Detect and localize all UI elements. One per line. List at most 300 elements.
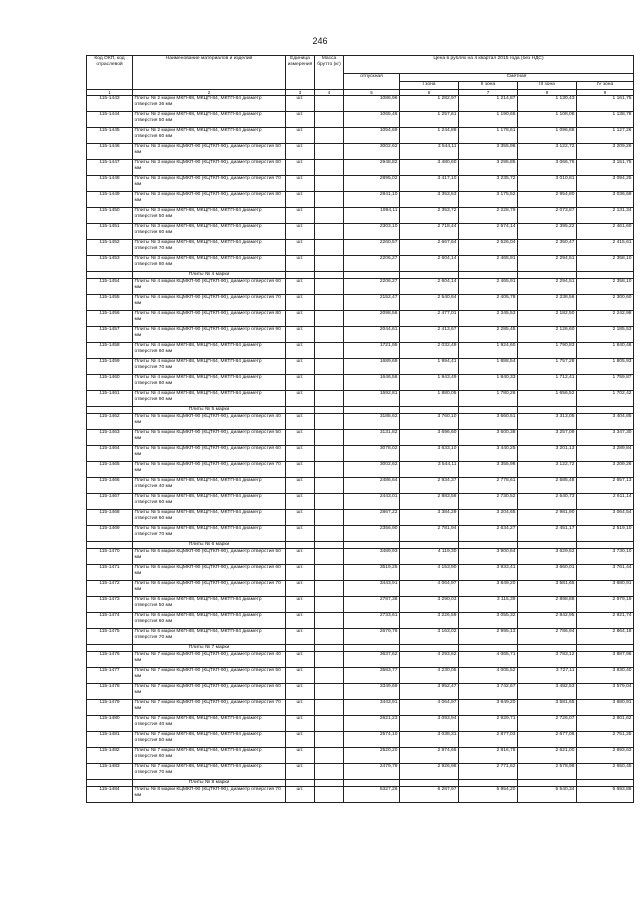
zone-1-price-cell: 3 290,03 bbox=[400, 597, 459, 613]
release-price-cell: 3443,91 bbox=[344, 581, 400, 597]
zone-4-price-cell: 3 887,96 bbox=[577, 652, 634, 668]
zone-4-price-cell: 2 921,74 bbox=[577, 613, 634, 629]
zone-2-price-cell: 3 355,98 bbox=[459, 462, 518, 478]
zone-4-price-cell: 3 680,91 bbox=[577, 581, 634, 597]
mass-cell bbox=[315, 446, 344, 462]
zone-1-price-cell: 3 093,94 bbox=[400, 716, 459, 732]
section-code-cell bbox=[87, 780, 133, 787]
code-cell: 115-1460 bbox=[87, 375, 133, 391]
table-row bbox=[87, 128, 634, 144]
name-cell: Плиты № 3 марки МКП-88, МКЦП-84, МКТП-84 диаметр отверстия 80 мм bbox=[133, 256, 286, 272]
zone-4-price-cell: 1 840,46 bbox=[577, 343, 634, 359]
zone-1-price-cell: 2 926,98 bbox=[400, 764, 459, 780]
zone-4-price-cell: 3 730,10 bbox=[577, 549, 634, 565]
zone-2-price-cell: 2 771,62 bbox=[459, 764, 518, 780]
mass-cell bbox=[315, 256, 344, 272]
zone-3-price-cell: 3 122,72 bbox=[518, 144, 577, 160]
zone-3-price-cell: 2 578,98 bbox=[518, 764, 577, 780]
table-row bbox=[87, 311, 634, 327]
mass-cell bbox=[315, 700, 344, 716]
name-cell: Плиты № 6 марки МКП-88, МКЦП-84, МКТП-84 диаметр отверстия 70 мм bbox=[133, 629, 286, 645]
section-empty-cell bbox=[344, 645, 400, 652]
zone-3-price-cell: 3 201,13 bbox=[518, 446, 577, 462]
zone-2-price-cell: 3 355,98 bbox=[459, 144, 518, 160]
zone-4-price-cell: 2 185,53 bbox=[577, 327, 634, 343]
section-empty-cell bbox=[344, 780, 400, 787]
section-row bbox=[87, 272, 634, 279]
zone-4-price-cell: 1 759,87 bbox=[577, 375, 634, 391]
name-cell: Плиты № 7 марки МКП-88, МКЦП-84, МКТП-84 диаметр отверстия 70 мм bbox=[133, 764, 286, 780]
header-code: Код ОКП, код отраслевой bbox=[87, 56, 133, 90]
column-number: 9 bbox=[577, 90, 634, 96]
release-price-cell: 3002,62 bbox=[344, 462, 400, 478]
zone-1-price-cell: 3 480,60 bbox=[400, 160, 459, 176]
zone-4-price-cell: 2 242,98 bbox=[577, 311, 634, 327]
zone-4-price-cell: 3 404,85 bbox=[577, 414, 634, 430]
zone-2-price-cell: 3 295,85 bbox=[459, 160, 518, 176]
table-row bbox=[87, 343, 634, 359]
table-row bbox=[87, 526, 634, 542]
section-empty-cell bbox=[315, 272, 344, 279]
zone-4-price-cell: 1 702,42 bbox=[577, 391, 634, 407]
zone-3-price-cell: 2 585,48 bbox=[518, 478, 577, 494]
zone-1-price-cell: 3 544,11 bbox=[400, 144, 459, 160]
release-price-cell: 2574,10 bbox=[344, 732, 400, 748]
unit-cell: шт. bbox=[286, 684, 315, 700]
table-row bbox=[87, 414, 634, 430]
zone-4-price-cell: 3 830,40 bbox=[577, 668, 634, 684]
zone-1-price-cell: 6 287,97 bbox=[400, 787, 459, 803]
mass-cell bbox=[315, 510, 344, 526]
table-row bbox=[87, 716, 634, 732]
zone-3-price-cell: 3 581,65 bbox=[518, 700, 577, 716]
mass-cell bbox=[315, 295, 344, 311]
release-price-cell: 2098,56 bbox=[344, 311, 400, 327]
table-row bbox=[87, 732, 634, 748]
release-price-cell: 3489,93 bbox=[344, 549, 400, 565]
table-row bbox=[87, 430, 634, 446]
table-row bbox=[87, 359, 634, 375]
release-price-cell: 1592,81 bbox=[344, 391, 400, 407]
column-number: 6 bbox=[400, 90, 459, 96]
zone-2-price-cell: 3 900,64 bbox=[459, 549, 518, 565]
zone-2-price-cell: 3 742,67 bbox=[459, 684, 518, 700]
mass-cell bbox=[315, 462, 344, 478]
code-cell: 115-1445 bbox=[87, 128, 133, 144]
release-price-cell: 2679,76 bbox=[344, 629, 400, 645]
code-cell: 115-1458 bbox=[87, 343, 133, 359]
unit-cell: шт. bbox=[286, 565, 315, 581]
mass-cell bbox=[315, 565, 344, 581]
code-cell: 115-1481 bbox=[87, 732, 133, 748]
section-empty-cell bbox=[518, 407, 577, 414]
code-cell: 115-1478 bbox=[87, 684, 133, 700]
code-cell: 115-1476 bbox=[87, 652, 133, 668]
name-cell: Плиты № 8 марки КЦМКП-90 (КЦТКП-90), диаметр отверстия 70 мм bbox=[133, 787, 286, 803]
code-cell: 115-1469 bbox=[87, 526, 133, 542]
release-price-cell: 3002,62 bbox=[344, 144, 400, 160]
zone-4-price-cell: 1 161,75 bbox=[577, 96, 634, 112]
mass-cell bbox=[315, 597, 344, 613]
zone-1-price-cell: 2 477,01 bbox=[400, 311, 459, 327]
price-table-body bbox=[87, 96, 634, 803]
name-cell: Плиты № 7 марки МКП-88, МКЦП-84, МКТП-84 диаметр отверстия 40 мм bbox=[133, 716, 286, 732]
zone-4-price-cell: 3 064,54 bbox=[577, 510, 634, 526]
zone-2-price-cell: 2 465,91 bbox=[459, 256, 518, 272]
name-cell: Плиты № 4 марки МКП-88, МКЦП-84, МКТП-84 диаметр отверстия 60 мм bbox=[133, 343, 286, 359]
mass-cell bbox=[315, 327, 344, 343]
zone-2-price-cell: 2 465,91 bbox=[459, 279, 518, 295]
zone-4-price-cell: 2 751,25 bbox=[577, 732, 634, 748]
zone-4-price-cell: 2 801,62 bbox=[577, 716, 634, 732]
section-code-cell bbox=[87, 407, 133, 414]
zone-2-price-cell: 2 285,45 bbox=[459, 327, 518, 343]
zone-3-price-cell: 3 122,72 bbox=[518, 462, 577, 478]
section-empty-cell bbox=[286, 542, 315, 549]
release-price-cell: 1994,11 bbox=[344, 208, 400, 224]
code-cell: 115-1470 bbox=[87, 549, 133, 565]
zone-1-price-cell: 2 413,67 bbox=[400, 327, 459, 343]
zone-4-price-cell: 3 036,69 bbox=[577, 192, 634, 208]
release-price-cell: 2867,22 bbox=[344, 510, 400, 526]
table-row bbox=[87, 192, 634, 208]
name-cell: Плиты № 3 марки МКП-88, МКЦП-84, МКТП-84 диаметр отверстия 50 мм bbox=[133, 208, 286, 224]
zone-3-price-cell: 1 656,52 bbox=[518, 391, 577, 407]
mass-cell bbox=[315, 414, 344, 430]
zone-3-price-cell: 3 581,65 bbox=[518, 581, 577, 597]
zone-3-price-cell: 2 451,17 bbox=[518, 526, 577, 542]
zone-3-price-cell: 2 238,56 bbox=[518, 295, 577, 311]
zone-2-price-cell: 3 560,51 bbox=[459, 414, 518, 430]
unit-cell: шт. bbox=[286, 96, 315, 112]
unit-cell: шт. bbox=[286, 176, 315, 192]
mass-cell bbox=[315, 526, 344, 542]
zone-4-price-cell: 2 519,10 bbox=[577, 526, 634, 542]
zone-4-price-cell: 3 094,25 bbox=[577, 176, 634, 192]
name-cell: Плиты № 5 марки МКП-88, МКЦП-84, МКТП-84 диаметр отверстия 60 мм bbox=[133, 494, 286, 510]
code-cell: 115-1473 bbox=[87, 597, 133, 613]
zone-1-price-cell: 2 032,49 bbox=[400, 343, 459, 359]
name-cell: Плиты № 3 марки КЦМКП-90 (КЦТКП-90), диаметр отверстия 80 мм bbox=[133, 192, 286, 208]
unit-cell: шт. bbox=[286, 160, 315, 176]
unit-cell: шт. bbox=[286, 430, 315, 446]
zone-2-price-cell: 2 574,14 bbox=[459, 224, 518, 240]
table-row bbox=[87, 240, 634, 256]
mass-cell bbox=[315, 787, 344, 803]
code-cell: 115-1463 bbox=[87, 430, 133, 446]
table-row bbox=[87, 565, 634, 581]
release-price-cell: 2206,27 bbox=[344, 256, 400, 272]
header-price-group: Цена в рублях на 4 квартал 2015 года (без НДС) bbox=[344, 56, 634, 74]
code-cell: 115-1477 bbox=[87, 668, 133, 684]
mass-cell bbox=[315, 128, 344, 144]
mass-cell bbox=[315, 494, 344, 510]
mass-cell bbox=[315, 684, 344, 700]
code-cell: 115-1479 bbox=[87, 700, 133, 716]
section-code-cell bbox=[87, 272, 133, 279]
zone-4-price-cell: 2 415,61 bbox=[577, 240, 634, 256]
name-cell: Плиты № 4 марки КЦМКП-90 (КЦТКП-90), диаметр отверстия 60 мм bbox=[133, 279, 286, 295]
unit-cell: шт. bbox=[286, 787, 315, 803]
section-empty-cell bbox=[577, 645, 634, 652]
header-name: Наименование материалов и изделий bbox=[133, 56, 286, 90]
unit-cell: шт. bbox=[286, 414, 315, 430]
zone-1-price-cell: 3 696,60 bbox=[400, 430, 459, 446]
zone-2-price-cell: 2 730,52 bbox=[459, 494, 518, 510]
section-empty-cell bbox=[459, 407, 518, 414]
mass-cell bbox=[315, 343, 344, 359]
zone-1-price-cell: 1 880,05 bbox=[400, 391, 459, 407]
table-row bbox=[87, 478, 634, 494]
release-price-cell: 2520,20 bbox=[344, 748, 400, 764]
column-number: 8 bbox=[518, 90, 577, 96]
zone-4-price-cell: 3 151,75 bbox=[577, 160, 634, 176]
zone-1-price-cell: 4 230,05 bbox=[400, 668, 459, 684]
section-empty-cell bbox=[400, 407, 459, 414]
name-cell: Плиты № 4 марки МКП-88, МКЦП-84, МКТП-84 диаметр отверстия 70 мм bbox=[133, 359, 286, 375]
zone-4-price-cell: 3 347,30 bbox=[577, 430, 634, 446]
zone-3-price-cell: 2 954,80 bbox=[518, 192, 577, 208]
section-empty-cell bbox=[459, 272, 518, 279]
zone-4-price-cell: 2 693,63 bbox=[577, 748, 634, 764]
code-cell: 115-1446 bbox=[87, 144, 133, 160]
unit-cell: шт. bbox=[286, 359, 315, 375]
page-number: 246 bbox=[312, 36, 328, 46]
header-zone-1: I зона bbox=[400, 82, 459, 90]
zone-3-price-cell: 3 482,53 bbox=[518, 684, 577, 700]
zone-2-price-cell: 3 204,65 bbox=[459, 510, 518, 526]
zone-1-price-cell: 2 974,66 bbox=[400, 748, 459, 764]
table-row bbox=[87, 112, 634, 128]
zone-4-price-cell: 1 138,78 bbox=[577, 112, 634, 128]
zone-4-price-cell: 3 209,26 bbox=[577, 462, 634, 478]
zone-1-price-cell: 2 540,64 bbox=[400, 295, 459, 311]
code-cell: 115-1451 bbox=[87, 224, 133, 240]
unit-cell: шт. bbox=[286, 279, 315, 295]
code-cell: 115-1444 bbox=[87, 112, 133, 128]
section-title: Плиты № 4 марки bbox=[133, 272, 286, 279]
mass-cell bbox=[315, 311, 344, 327]
code-cell: 115-1461 bbox=[87, 391, 133, 407]
zone-1-price-cell: 3 163,02 bbox=[400, 629, 459, 645]
name-cell: Плиты № 3 марки МКП-88, МКЦП-84, МКТП-84 диаметр отверстия 70 мм bbox=[133, 240, 286, 256]
mass-cell bbox=[315, 208, 344, 224]
zone-3-price-cell: 1 130,43 bbox=[518, 96, 577, 112]
zone-4-price-cell: 2 300,60 bbox=[577, 295, 634, 311]
mass-cell bbox=[315, 375, 344, 391]
section-empty-cell bbox=[577, 542, 634, 549]
zone-3-price-cell: 3 257,09 bbox=[518, 430, 577, 446]
column-number: 2 bbox=[133, 90, 286, 96]
zone-2-price-cell: 2 345,53 bbox=[459, 311, 518, 327]
unit-cell: шт. bbox=[286, 256, 315, 272]
zone-3-price-cell: 2 842,95 bbox=[518, 613, 577, 629]
zone-1-price-cell: 1 994,41 bbox=[400, 359, 459, 375]
release-price-cell: 3185,62 bbox=[344, 414, 400, 430]
release-price-cell: 1065,46 bbox=[344, 112, 400, 128]
code-cell: 115-1455 bbox=[87, 295, 133, 311]
unit-cell: шт. bbox=[286, 526, 315, 542]
section-row bbox=[87, 645, 634, 652]
unit-cell: шт. bbox=[286, 224, 315, 240]
release-price-cell: 2895,02 bbox=[344, 176, 400, 192]
table-row bbox=[87, 391, 634, 407]
zone-4-price-cell: 2 864,18 bbox=[577, 629, 634, 645]
zone-3-price-cell: 2 677,06 bbox=[518, 732, 577, 748]
zone-3-price-cell: 3 313,05 bbox=[518, 414, 577, 430]
column-number: 5 bbox=[344, 90, 400, 96]
zone-4-price-cell: 1 127,26 bbox=[577, 128, 634, 144]
release-price-cell: 2206,27 bbox=[344, 279, 400, 295]
zone-3-price-cell: 3 010,81 bbox=[518, 176, 577, 192]
release-price-cell: 2841,10 bbox=[344, 192, 400, 208]
name-cell: Плиты № 4 марки КЦМКП-90 (КЦТКП-90), диаметр отверстия 90 мм bbox=[133, 327, 286, 343]
zone-2-price-cell: 1 214,87 bbox=[459, 96, 518, 112]
name-cell: Плиты № 6 марки КЦМКП-90 (КЦТКП-90), диаметр отверстия 70 мм bbox=[133, 581, 286, 597]
release-price-cell: 2733,61 bbox=[344, 613, 400, 629]
zone-1-price-cell: 2 934,37 bbox=[400, 478, 459, 494]
unit-cell: шт. bbox=[286, 446, 315, 462]
name-cell: Плиты № 2 марки МКП-88, МКЦП-84, МКТП-84 диаметр отверстия 60 мм bbox=[133, 128, 286, 144]
code-cell: 115-1474 bbox=[87, 613, 133, 629]
zone-2-price-cell: 3 849,20 bbox=[459, 700, 518, 716]
release-price-cell: 2260,57 bbox=[344, 240, 400, 256]
release-price-cell: 1689,69 bbox=[344, 359, 400, 375]
zone-2-price-cell: 1 924,60 bbox=[459, 343, 518, 359]
code-cell: 115-1468 bbox=[87, 510, 133, 526]
zone-1-price-cell: 1 943,49 bbox=[400, 375, 459, 391]
zone-2-price-cell: 3 500,38 bbox=[459, 430, 518, 446]
zone-1-price-cell: 3 226,59 bbox=[400, 613, 459, 629]
unit-cell: шт. bbox=[286, 208, 315, 224]
mass-cell bbox=[315, 359, 344, 375]
code-cell: 115-1448 bbox=[87, 176, 133, 192]
name-cell: Плиты № 6 марки КЦМКП-90 (КЦТКП-90), диаметр отверстия 50 мм bbox=[133, 549, 286, 565]
zone-2-price-cell: 3 849,20 bbox=[459, 581, 518, 597]
zone-2-price-cell: 4 005,52 bbox=[459, 668, 518, 684]
name-cell: Плиты № 7 марки КЦМКП-90 (КЦТКП-90), диаметр отверстия 60 мм bbox=[133, 684, 286, 700]
zone-3-price-cell: 2 294,51 bbox=[518, 279, 577, 295]
zone-1-price-cell: 4 064,97 bbox=[400, 700, 459, 716]
table-row bbox=[87, 160, 634, 176]
zone-3-price-cell: 1 108,08 bbox=[518, 112, 577, 128]
name-cell: Плиты № 6 марки МКП-88, МКЦП-84, МКТП-84 диаметр отверстия 50 мм bbox=[133, 597, 286, 613]
table-row bbox=[87, 446, 634, 462]
table-row bbox=[87, 375, 634, 391]
code-cell: 115-1450 bbox=[87, 208, 133, 224]
name-cell: Плиты № 5 марки МКП-88, МКЦП-84, МКТП-84 диаметр отверстия 60 мм bbox=[133, 510, 286, 526]
zone-1-price-cell: 4 293,62 bbox=[400, 652, 459, 668]
unit-cell: шт. bbox=[286, 391, 315, 407]
column-number: 1 bbox=[87, 90, 133, 96]
release-price-cell: 3583,77 bbox=[344, 668, 400, 684]
zone-1-price-cell: 2 604,14 bbox=[400, 279, 459, 295]
zone-3-price-cell: 2 294,51 bbox=[518, 256, 577, 272]
section-empty-cell bbox=[315, 407, 344, 414]
name-cell: Плиты № 4 марки КЦМКП-90 (КЦТКП-90), диаметр отверстия 80 мм bbox=[133, 311, 286, 327]
release-price-cell: 2948,82 bbox=[344, 160, 400, 176]
name-cell: Плиты № 2 марки МКП-88, МКЦП-84, МКТП-84 диаметр отверстия 50 мм bbox=[133, 112, 286, 128]
section-title: Плиты № 8 марки bbox=[133, 780, 286, 787]
unit-cell: шт. bbox=[286, 311, 315, 327]
table-row bbox=[87, 279, 634, 295]
zone-4-price-cell: 2 611,14 bbox=[577, 494, 634, 510]
zone-2-price-cell: 2 778,61 bbox=[459, 478, 518, 494]
zone-2-price-cell: 1 840,33 bbox=[459, 375, 518, 391]
section-title: Плиты № 5 марки bbox=[133, 407, 286, 414]
mass-cell bbox=[315, 716, 344, 732]
table-row bbox=[87, 494, 634, 510]
section-empty-cell bbox=[315, 542, 344, 549]
zone-3-price-cell: 2 786,94 bbox=[518, 629, 577, 645]
zone-2-price-cell: 2 877,03 bbox=[459, 732, 518, 748]
release-price-cell: 2356,90 bbox=[344, 526, 400, 542]
unit-cell: шт. bbox=[286, 462, 315, 478]
zone-3-price-cell: 3 629,52 bbox=[518, 549, 577, 565]
section-title: Плиты № 6 марки bbox=[133, 542, 286, 549]
unit-cell: шт. bbox=[286, 295, 315, 311]
column-number: 7 bbox=[459, 90, 518, 96]
code-cell: 115-1472 bbox=[87, 581, 133, 597]
name-cell: Плиты № 5 марки КЦМКП-90 (КЦТКП-90), диаметр отверстия 60 мм bbox=[133, 446, 286, 462]
zone-2-price-cell: 4 065,71 bbox=[459, 652, 518, 668]
name-cell: Плиты № 6 марки КЦМКП-90 (КЦТКП-90), диаметр отверстия 60 мм bbox=[133, 565, 286, 581]
table-row bbox=[87, 787, 634, 803]
zone-2-price-cell: 3 055,32 bbox=[459, 613, 518, 629]
table-row bbox=[87, 144, 634, 160]
zone-2-price-cell: 3 933,41 bbox=[459, 565, 518, 581]
header-unit: Единица измерения bbox=[286, 56, 315, 90]
mass-cell bbox=[315, 160, 344, 176]
zone-4-price-cell: 2 131,34 bbox=[577, 208, 634, 224]
section-code-cell bbox=[87, 542, 133, 549]
zone-2-price-cell: 2 228,79 bbox=[459, 208, 518, 224]
section-empty-cell bbox=[459, 780, 518, 787]
table-row bbox=[87, 748, 634, 764]
zone-2-price-cell: 1 780,26 bbox=[459, 391, 518, 407]
zone-1-price-cell: 4 119,30 bbox=[400, 549, 459, 565]
zone-1-price-cell: 3 544,11 bbox=[400, 462, 459, 478]
zone-3-price-cell: 1 790,83 bbox=[518, 343, 577, 359]
release-price-cell: 1721,95 bbox=[344, 343, 400, 359]
release-price-cell: 3443,91 bbox=[344, 700, 400, 716]
section-empty-cell bbox=[518, 542, 577, 549]
mass-cell bbox=[315, 279, 344, 295]
zone-4-price-cell: 2 461,60 bbox=[577, 224, 634, 240]
table-row bbox=[87, 629, 634, 645]
header-estimate: Сметная bbox=[400, 74, 634, 82]
mass-cell bbox=[315, 112, 344, 128]
name-cell: Плиты № 5 марки КЦМКП-90 (КЦТКП-90), диаметр отверстия 40 мм bbox=[133, 414, 286, 430]
code-cell: 115-1453 bbox=[87, 256, 133, 272]
name-cell: Плиты № 5 марки КЦМКП-90 (КЦТКП-90), диаметр отверстия 50 мм bbox=[133, 430, 286, 446]
unit-cell: шт. bbox=[286, 716, 315, 732]
table-row bbox=[87, 597, 634, 613]
unit-cell: шт. bbox=[286, 144, 315, 160]
table-row bbox=[87, 613, 634, 629]
mass-cell bbox=[315, 144, 344, 160]
code-cell: 115-1443 bbox=[87, 96, 133, 112]
zone-3-price-cell: 2 350,47 bbox=[518, 240, 577, 256]
header-mass: Масса брутто (кг) bbox=[315, 56, 344, 90]
release-price-cell: 2303,10 bbox=[344, 224, 400, 240]
zone-1-price-cell: 1 282,97 bbox=[400, 96, 459, 112]
zone-3-price-cell: 5 540,34 bbox=[518, 787, 577, 803]
zone-3-price-cell: 2 621,00 bbox=[518, 748, 577, 764]
section-empty-cell bbox=[400, 542, 459, 549]
section-empty-cell bbox=[400, 780, 459, 787]
mass-cell bbox=[315, 96, 344, 112]
